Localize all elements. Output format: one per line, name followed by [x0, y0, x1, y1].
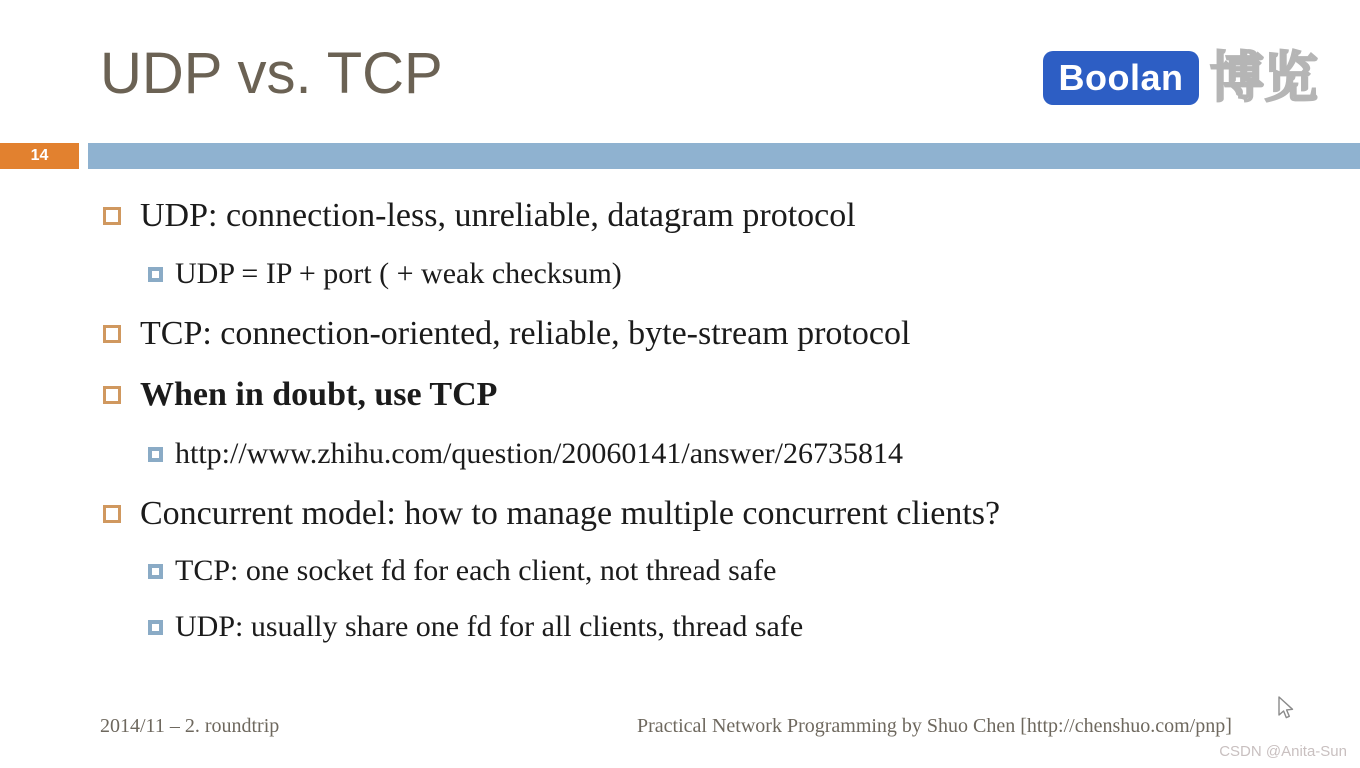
- bullet-text: TCP: one socket fd for each client, not thread safe: [175, 554, 777, 587]
- bullet-square-icon: [103, 505, 121, 523]
- bullet-square-icon: [148, 447, 163, 462]
- bullet-text: TCP: connection-oriented, reliable, byte-stream protocol: [140, 315, 911, 352]
- bullet-text: UDP: usually share one fd for all clients, thread safe: [175, 610, 804, 643]
- bullet-text: When in doubt, use TCP: [140, 376, 498, 413]
- footer-date-text: 2014/11 – 2. roundtrip: [100, 715, 280, 737]
- bullet-row: [148, 550, 776, 592]
- bullet-row: [103, 374, 497, 416]
- bullet-square-icon: [148, 267, 163, 282]
- bullet-square-icon: [103, 207, 121, 225]
- mouse-cursor-icon: [1276, 696, 1296, 722]
- bullet-row: [103, 493, 1000, 535]
- boolan-logo: [1043, 51, 1199, 105]
- slide-number-badge: 14: [0, 143, 79, 169]
- bullet-row: [148, 253, 622, 295]
- bullet-link-text: http://www.zhihu.com/question/20060141/answer/26735814: [175, 437, 903, 470]
- bullet-row: [103, 313, 910, 355]
- bullet-square-icon: [103, 325, 121, 343]
- bullet-text: UDP: connection-less, unreliable, datagram protocol: [140, 197, 856, 234]
- boolan-logo-chinese-text: 博览: [1210, 48, 1318, 108]
- csdn-watermark: CSDN @Anita-Sun: [1219, 743, 1347, 760]
- bullet-row: [103, 195, 856, 237]
- header-divider-bar: [88, 143, 1360, 169]
- bullet-text: Concurrent model: how to manage multiple concurrent clients?: [140, 495, 1001, 532]
- footer-attribution-text: Practical Network Programming by Shuo Chen [http://chenshuo.com/pnp]: [637, 715, 1232, 737]
- slide-title: UDP vs. TCP: [100, 41, 443, 106]
- boolan-logo-text: Boolan: [1058, 57, 1184, 98]
- bullet-row: [148, 606, 803, 648]
- bullet-square-icon: [103, 386, 121, 404]
- bullet-row: [148, 433, 903, 475]
- bullet-text: UDP = IP + port ( + weak checksum): [175, 257, 622, 290]
- bullet-square-icon: [148, 564, 163, 579]
- bullet-square-icon: [148, 620, 163, 635]
